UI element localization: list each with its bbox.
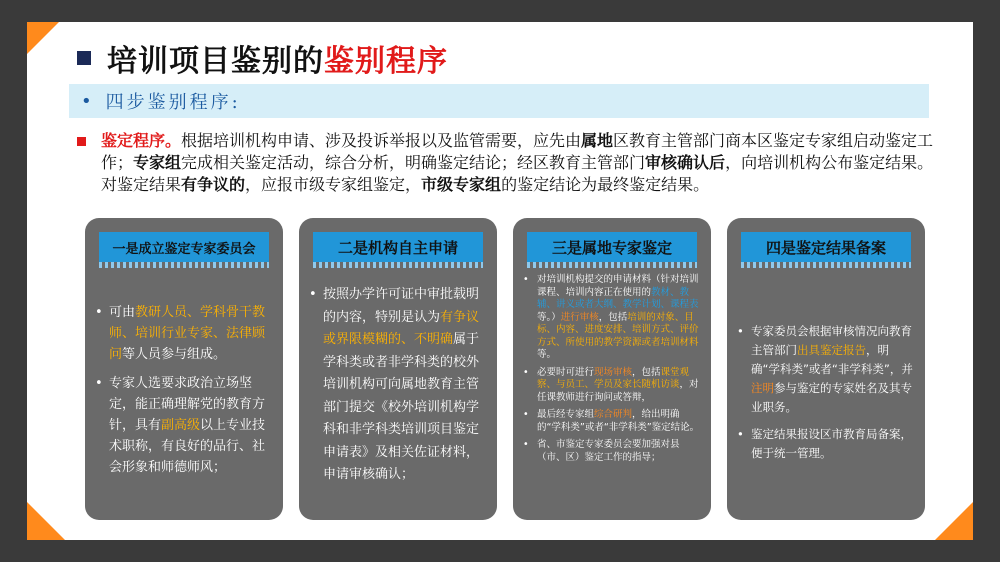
- list-item: • 按照办学许可证中审批载明的内容，特别是认为有争议或界限模糊的、不明确属于学科类或者非学科类的校外培训机构可向属地教育主管部门提交《校外培训机构学科和非学科类培训项目鉴定申请表》及相关佐证材料，申请审核确认；: [309, 284, 487, 487]
- intro-paragraph: [77, 130, 937, 196]
- title-square-icon: [77, 51, 91, 65]
- slide-title: [77, 34, 448, 82]
- intro-text: 的鉴定结论为最终鉴定结果。: [501, 175, 710, 194]
- intro-lead: 鉴定程序。: [101, 131, 182, 150]
- card-body: [95, 302, 273, 478]
- intro-text: 完成相关鉴定活动，综合分析，明确鉴定结论；经区教育主管部门: [181, 153, 646, 172]
- card-header: 二是机构自主申请: [313, 232, 483, 262]
- list-item: • 必要时可进行现场审核，包括课堂观察、与员工、学员及家长随机访谈，对任课教师进行询问或答辩，: [523, 367, 701, 405]
- intro-emphasis: 属地: [581, 131, 614, 150]
- title-prefix: 培训项目鉴别的: [107, 44, 324, 79]
- step-card-3: [513, 218, 711, 520]
- list-item: • 专家人选要求政治立场坚定，能正确理解党的教育方针，具有副高级以上专业技术职称，有良好的品行、社会形象和师德师风；: [95, 373, 273, 478]
- intro-emphasis: 市级专家组: [421, 175, 502, 194]
- card-body: [737, 322, 915, 463]
- title-highlight: 鉴别程序: [324, 44, 448, 79]
- card-header: 三是属地专家鉴定: [527, 232, 697, 262]
- header-shadow: [313, 262, 483, 268]
- card-header: 一是成立鉴定专家委员会: [99, 232, 269, 262]
- corner-decoration-bottom-right: [935, 502, 973, 540]
- bullet-icon: •: [81, 90, 92, 112]
- step-card-4: [727, 218, 925, 520]
- card-body: [523, 274, 701, 464]
- intro-emphasis: 审核确认后: [645, 153, 726, 172]
- list-item: • 省、市鉴定专家委员会要加强对县（市、区）鉴定工作的指导；: [523, 439, 701, 464]
- step-card-1: [85, 218, 283, 520]
- step-cards: [85, 218, 925, 520]
- intro-text: 区教育主管部门商本区鉴定专家组启动鉴定工作；: [101, 131, 934, 172]
- intro-emphasis: 有争议的: [181, 175, 246, 194]
- header-shadow: [527, 262, 697, 268]
- list-item: • 专家委员会根据审核情况向教育主管部门出具鉴定报告，明确“学科类”或者“非学科类”，并注明参与鉴定的专家姓名及其专业职务。: [737, 322, 915, 417]
- intro-text: 根据培训机构申请、涉及投诉举报以及监管需要，应先由: [181, 131, 582, 150]
- subheading-text: 四步鉴别程序:: [105, 92, 241, 113]
- list-item: • 可由教研人员、学科骨干教师、培训行业专家、法律顾问等人员参与组成。: [95, 302, 273, 365]
- intro-emphasis: 专家组: [133, 153, 182, 172]
- subheading-bar: [69, 84, 929, 118]
- slide: [27, 22, 973, 540]
- corner-decoration-top-left: [27, 22, 59, 54]
- list-item: • 鉴定结果报设区市教育局备案，便于统一管理。: [737, 425, 915, 463]
- red-square-bullet-icon: [77, 137, 86, 146]
- step-card-2: [299, 218, 497, 520]
- intro-text: ，向培训机构公布鉴定结果。对鉴定结果: [101, 153, 934, 194]
- intro-text: ，应报市级专家组鉴定，: [245, 175, 422, 194]
- header-shadow: [741, 262, 911, 268]
- card-header: 四是鉴定结果备案: [741, 232, 911, 262]
- corner-decoration-bottom-left: [27, 502, 65, 540]
- list-item: • 对培训机构提交的申请材料（针对培训课程、培训内容正在使用的教材、教辅、讲义或者大纲、教学计划、课程表等。）进行审核，包括培训的对象、目标、内容、进度安排、培训方式、评价方式、所使用的教学资源或者培训材料等。: [523, 274, 701, 362]
- card-body: [309, 284, 487, 487]
- header-shadow: [99, 262, 269, 268]
- list-item: • 最后经专家组综合研判，给出明确的“学科类”或者“非学科类”鉴定结论。: [523, 409, 701, 434]
